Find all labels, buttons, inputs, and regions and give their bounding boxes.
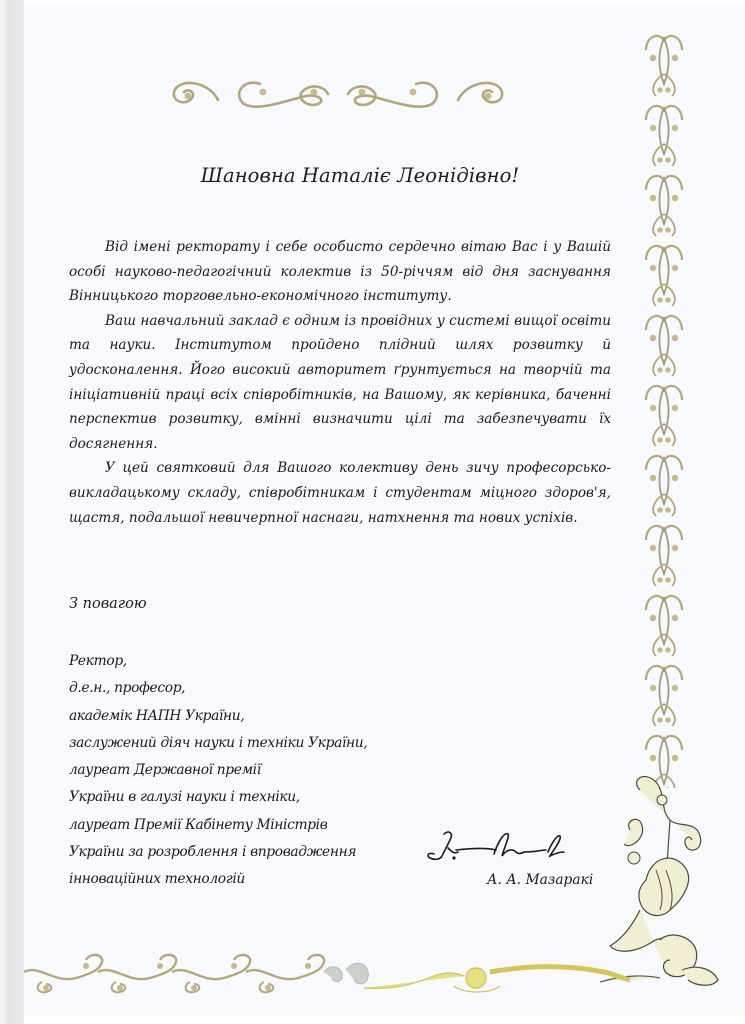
handwritten-signature xyxy=(424,828,574,868)
salutation: Шановна Наталіє Леонідівно! xyxy=(200,164,520,187)
title-line: інноваційних технологій xyxy=(69,871,245,888)
title-line: лауреат Державної премії xyxy=(69,762,261,779)
top-scroll-ornament xyxy=(168,70,508,114)
title-line: України в галузі науки і техніки, xyxy=(69,789,300,806)
scan-edge xyxy=(0,0,24,1024)
signatory-titles xyxy=(69,648,367,894)
title-line: України за розроблення і впровадження xyxy=(69,844,357,861)
title-line: д.е.н., професор, xyxy=(69,680,186,697)
closing: З повагою xyxy=(69,596,147,612)
bottom-wave-border xyxy=(24,950,634,1000)
paragraph-congratulation: Від імені ректорату і себе особисто сердечно вітаю Вас і у Вашій особі науково-педагогічний колектив із 50-річчям від дня заснування Вінницького торговельно-економічного інституту. xyxy=(69,239,611,305)
title-line: Ректор, xyxy=(69,653,127,669)
signer-name: А. А. Мазаракі xyxy=(487,872,594,888)
title-line: лауреат Премії Кабінету Міністрів xyxy=(69,816,328,833)
paragraph-institution: Ваш навчальний заклад є одним із провідних у системі вищої освіти та науки. Інститутом пройдено плідний шлях розвитку й удосконалення. Його високий авторитет ґрунтується на творчій та ініціативній праці всіх співробітників, на Вашому, як керівника, баченні перспектив розвитку, вмінні визначити цілі та забезпечувати їх досягнення. xyxy=(69,312,611,452)
letter-body xyxy=(69,235,611,530)
paragraph-wishes: У цей святковий для Вашого колективу день зичу професорсько-викладацькому складу, співробітникам і студентам міцного здоров'я, щастя, подальшої невичерпної наснаги, натхнення та нових успіхів. xyxy=(69,460,611,526)
right-filigree-border xyxy=(636,28,692,788)
title-line: заслужений діяч науки і техніки України, xyxy=(69,734,368,751)
title-line: академік НАПН України, xyxy=(69,707,245,724)
